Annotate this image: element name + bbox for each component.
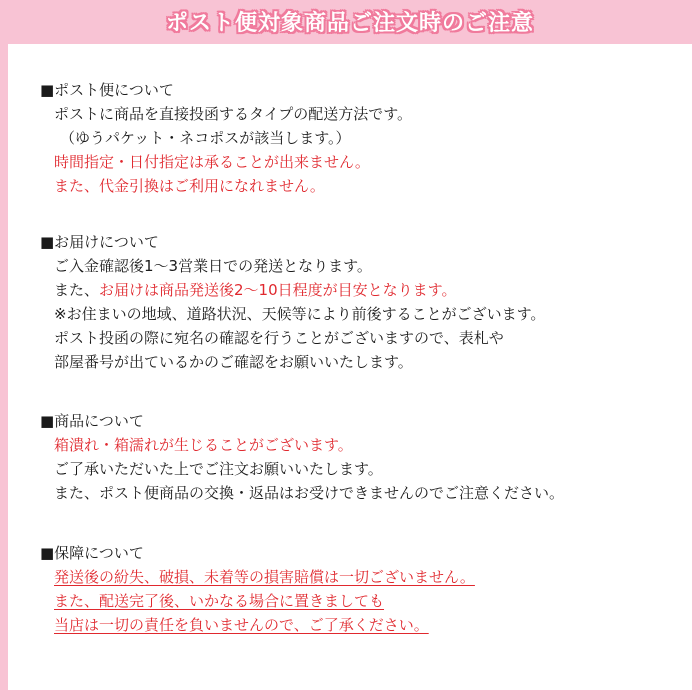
section-text: ポストに商品を直接投函するタイプの配送方法です。 — [54, 105, 413, 123]
warning-text: お届けは商品発送後2～10日程度が目安となります。 — [99, 281, 457, 299]
section-text: ご入金確認後1～3営業日での発送となります。 — [54, 257, 372, 275]
section-text-mixed — [40, 278, 680, 302]
section-post-delivery — [40, 78, 680, 198]
section-guarantee — [40, 541, 680, 637]
header-banner — [0, 0, 700, 42]
section-text: ポスト投函の際に宛名の確認を行うことがございますので、表札や — [54, 329, 504, 347]
warning-text: また、配送完了後、いかなる場合に置きましても — [54, 592, 385, 610]
section-text: （ゆうパケット・ネコポスが該当します。） — [60, 129, 351, 147]
warning-text: 発送後の紛失、破損、未着等の損害賠償は一切ございません。 — [54, 568, 475, 586]
section-text: ※お住まいの地域、道路状況、天候等により前後することがございます。 — [54, 305, 546, 323]
section-text: また、 — [54, 281, 100, 299]
section-heading: ■商品について — [40, 412, 144, 430]
section-delivery — [40, 230, 680, 374]
section-heading: ■保障について — [40, 544, 144, 562]
section-text: ご了承いただいた上でご注文お願いいたします。 — [54, 460, 383, 478]
section-product — [40, 409, 680, 505]
notice-panel — [8, 44, 692, 690]
section-text: また、ポスト便商品の交換・返品はお受けできませんのでご注意ください。 — [54, 484, 565, 502]
section-text: 部屋番号が出ているかのご確認をお願いいたします。 — [54, 353, 413, 371]
warning-text: 当店は一切の責任を負いませんので、ご了承ください。 — [54, 616, 429, 634]
page-title: ポスト便対象商品ご注文時のご注意 — [165, 10, 534, 36]
warning-text: 箱潰れ・箱濡れが生じることがございます。 — [54, 436, 353, 454]
warning-text: 時間指定・日付指定は承ることが出来ません。 — [54, 153, 370, 171]
warning-text: また、代金引換はご利用になれません。 — [54, 177, 325, 195]
section-heading: ■お届けについて — [40, 233, 159, 251]
section-heading: ■ポスト便について — [40, 81, 174, 99]
